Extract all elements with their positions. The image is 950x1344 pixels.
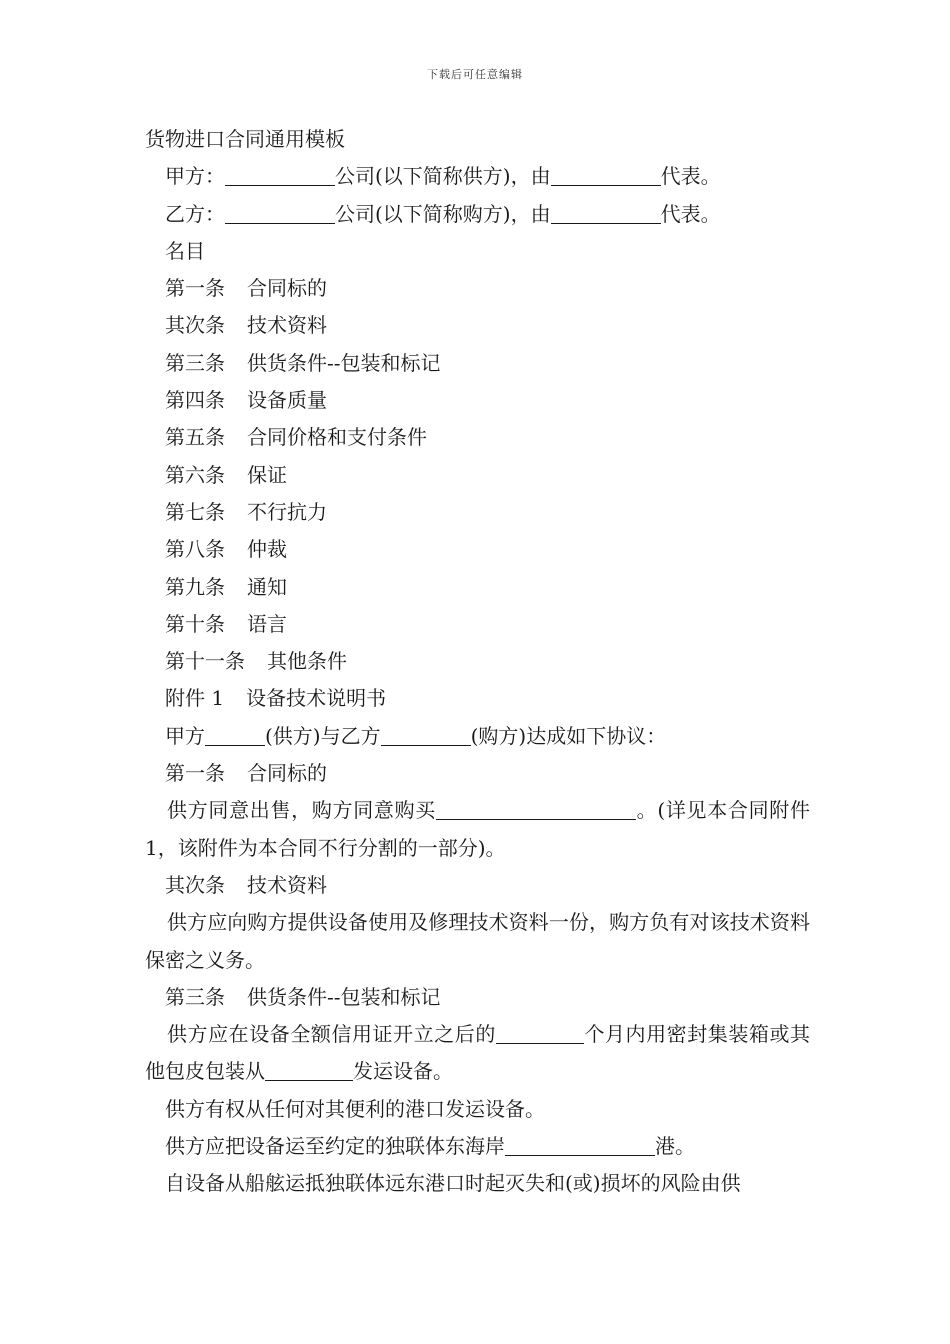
article-1-heading — [145, 755, 810, 792]
toc-item-title: 技术资料 — [247, 313, 327, 338]
party-b-suffix: 代表。 — [660, 201, 721, 226]
toc-item — [145, 419, 810, 456]
toc-item — [145, 643, 810, 680]
article-3-p1-after: 发运设备。 — [353, 1059, 453, 1084]
party-b-prefix: 乙方： — [165, 201, 225, 226]
article-3-port-blank — [505, 1135, 655, 1156]
article-3-months-blank — [496, 1023, 584, 1044]
agreement-supplier-blank — [205, 725, 265, 746]
party-a-suffix: 代表。 — [660, 164, 721, 189]
toc-item — [145, 457, 810, 494]
article-1-number: 第一条 — [165, 761, 225, 786]
article-3-paragraph-4: 自设备从船舷运抵独联体远东港口时起灭失和(或)损坏的风险由供 — [165, 1171, 741, 1196]
toc-item-title: 供货条件--包装和标记 — [247, 350, 441, 375]
article-3-heading — [145, 979, 810, 1016]
article-1-goods-blank — [436, 799, 636, 820]
toc-item-title: 通知 — [247, 574, 287, 599]
article-1-text-after: 。(详见本合同附件 1，该附件为本合同不行分割的一部分)。 — [145, 798, 811, 860]
party-b-company-blank — [225, 203, 335, 224]
party-b-representative-blank — [551, 203, 661, 224]
toc-item — [145, 494, 810, 531]
agreement-party-a: 甲方 — [165, 723, 205, 748]
toc-item-title: 其他条件 — [267, 649, 347, 674]
toc-item-title: 设备质量 — [247, 388, 327, 413]
party-a-prefix: 甲方： — [165, 164, 225, 189]
agreement-supplier-text: (供方)与乙方 — [265, 723, 381, 748]
toc-item — [145, 606, 810, 643]
toc-item-number: 第九条 — [165, 574, 225, 599]
toc-item-number: 附件 1 — [165, 686, 225, 711]
toc-item-title: 仲裁 — [247, 537, 287, 562]
toc-item-number: 第十一条 — [165, 649, 245, 674]
toc-item-number: 第一条 — [165, 276, 225, 301]
article-3-paragraph-2: 供方有权从任何对其便利的港口发运设备。 — [165, 1096, 545, 1121]
toc-item — [145, 307, 810, 344]
article-3-p3-before: 供方应把设备运至约定的独联体东海岸 — [165, 1134, 505, 1159]
party-a-company-blank — [225, 165, 335, 186]
article-1-title: 合同标的 — [247, 761, 327, 786]
toc-item — [145, 270, 810, 307]
article-3-p1-before: 供方应在设备全额信用证开立之后的 — [167, 1022, 496, 1047]
toc-item-number: 第五条 — [165, 425, 225, 450]
article-1-text — [145, 792, 810, 867]
party-b-line — [145, 196, 810, 233]
toc-item-title: 合同标的 — [247, 276, 327, 301]
agreement-buyer-text: (购方)达成如下协议： — [470, 723, 667, 748]
toc-item-number: 第八条 — [165, 537, 225, 562]
toc-item-title: 保证 — [247, 462, 287, 487]
toc-item-number: 第四条 — [165, 388, 225, 413]
table-of-contents — [145, 270, 810, 718]
article-2-number: 其次条 — [165, 872, 225, 897]
document-body — [145, 121, 810, 1203]
agreement-buyer-blank — [381, 725, 471, 746]
article-2-title: 技术资料 — [247, 872, 327, 897]
toc-item-title: 合同价格和支付条件 — [247, 425, 427, 450]
article-3-p1-middle: 个月内用密封集装箱或其他包皮包装从 — [145, 1022, 811, 1084]
page-header-note: 下载后可任意编辑 — [427, 68, 523, 81]
article-3-paragraph-3 — [145, 1128, 810, 1165]
article-2-heading — [145, 867, 810, 904]
article-2-text: 供方应向购方提供设备使用及修理技术资料一份，购方负有对该技术资料保密之义务。 — [145, 910, 810, 972]
toc-item-title: 不行抗力 — [247, 499, 327, 524]
article-1-text-before: 供方同意出售，购方同意购买 — [167, 798, 436, 823]
toc-item-number: 第七条 — [165, 499, 225, 524]
toc-item-number: 第六条 — [165, 462, 225, 487]
toc-item-number: 第三条 — [165, 350, 225, 375]
toc-item-title: 语言 — [247, 611, 287, 636]
toc-item-number: 第十条 — [165, 611, 225, 636]
toc-item — [145, 680, 810, 717]
party-a-representative-blank — [551, 165, 661, 186]
article-3-origin-blank — [265, 1060, 353, 1081]
article-3-title: 供货条件--包装和标记 — [247, 984, 441, 1009]
toc-item-number: 其次条 — [165, 313, 225, 338]
document-title: 货物进口合同通用模板 — [145, 127, 345, 151]
contents-heading: 名目 — [165, 238, 205, 263]
toc-item — [145, 345, 810, 382]
toc-item — [145, 531, 810, 568]
agreement-line — [145, 718, 810, 755]
article-3-p3-after: 港。 — [655, 1134, 695, 1159]
article-3-paragraph-1 — [145, 1016, 810, 1091]
party-a-middle: 公司(以下简称供方)，由 — [335, 164, 551, 189]
toc-item-title: 设备技术说明书 — [246, 686, 387, 711]
party-a-line — [145, 158, 810, 195]
article-3-number: 第三条 — [165, 984, 225, 1009]
toc-item — [145, 382, 810, 419]
toc-item — [145, 569, 810, 606]
party-b-middle: 公司(以下简称购方)，由 — [335, 201, 551, 226]
